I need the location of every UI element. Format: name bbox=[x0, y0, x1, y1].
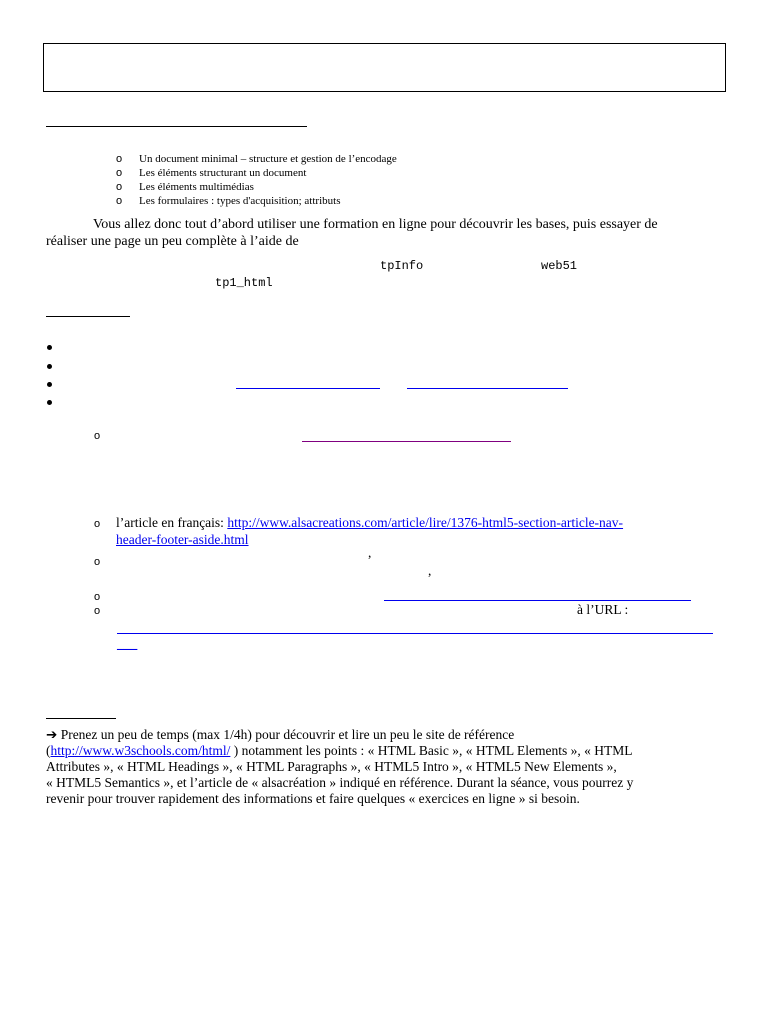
long-hidden-link[interactable] bbox=[117, 633, 713, 634]
bullet-icon bbox=[47, 400, 52, 405]
alsa-article-item: l’article en français: http://www.alsacreations.com/article/lire/1376-html5-section-article-nav- bbox=[116, 515, 624, 530]
bullet-icon bbox=[47, 382, 52, 387]
url-label: à l’URL : bbox=[577, 602, 629, 617]
circle-bullet-icon: o bbox=[116, 153, 123, 165]
circle-bullet-icon: o bbox=[116, 195, 123, 207]
circle-bullet-icon: o bbox=[94, 430, 101, 442]
bullet-icon bbox=[47, 364, 52, 369]
intro-line-2: réaliser une page un peu complète à l’aide de bbox=[46, 234, 299, 249]
hidden-link[interactable] bbox=[407, 388, 568, 389]
alsa-article-item-cont bbox=[116, 532, 249, 548]
url-tail-link[interactable]: ___ bbox=[117, 636, 138, 651]
circle-bullet-icon: o bbox=[94, 556, 101, 568]
comma-text: , bbox=[368, 545, 372, 560]
circle-bullet-icon: o bbox=[94, 518, 101, 530]
intro-line-1: Vous allez donc tout d’abord utiliser une formation en ligne pour découvrir les bases, puis essayer de bbox=[93, 217, 658, 232]
code-tpinfo: tpInfo bbox=[380, 259, 424, 273]
section-heading-underline bbox=[46, 316, 130, 317]
reference-paragraph: ➔ Prenez un peu de temps (max 1/4h) pour découvrir et lire un peu le site de référence (http://www.w3schools.com/html/ ) notamment les points : « HTML Basic », « HTML Elements », « HTML Attributes », « HTML Headings », « HTML Paragraphs », « HTML5 Intro », « HTML5 New Elements », « HTML5 Semantics », et l’article de « alsacréation » indiqué en référence. Durant la séance, vous pourrez y revenir pour trouver rapidement des informations et faire quelques « exercices en ligne » si besoin. bbox=[46, 727, 634, 806]
title-box bbox=[43, 43, 726, 92]
hidden-link[interactable] bbox=[236, 388, 380, 389]
arrow-right-icon: ➔ bbox=[46, 727, 58, 742]
bullet-icon bbox=[47, 345, 52, 350]
visited-link[interactable] bbox=[302, 441, 511, 442]
alsa-article-link[interactable]: header-footer-aside.html bbox=[116, 532, 249, 547]
circle-bullet-icon: o bbox=[94, 605, 101, 617]
hidden-link[interactable] bbox=[384, 600, 691, 601]
circle-bullet-icon: o bbox=[116, 181, 123, 193]
code-tp1-html: tp1_html bbox=[215, 276, 273, 290]
section-heading-underline bbox=[46, 718, 116, 719]
comma-text: , bbox=[428, 563, 432, 578]
code-web51: web51 bbox=[541, 259, 578, 273]
w3schools-link[interactable]: http://www.w3schools.com/html/ bbox=[50, 743, 231, 758]
section-heading-underline bbox=[46, 126, 307, 127]
circle-bullet-icon: o bbox=[94, 591, 101, 603]
circle-bullet-icon: o bbox=[116, 167, 123, 179]
alsa-article-link[interactable]: http://www.alsacreations.com/article/lire/1376-html5-section-article-nav- bbox=[227, 515, 624, 530]
